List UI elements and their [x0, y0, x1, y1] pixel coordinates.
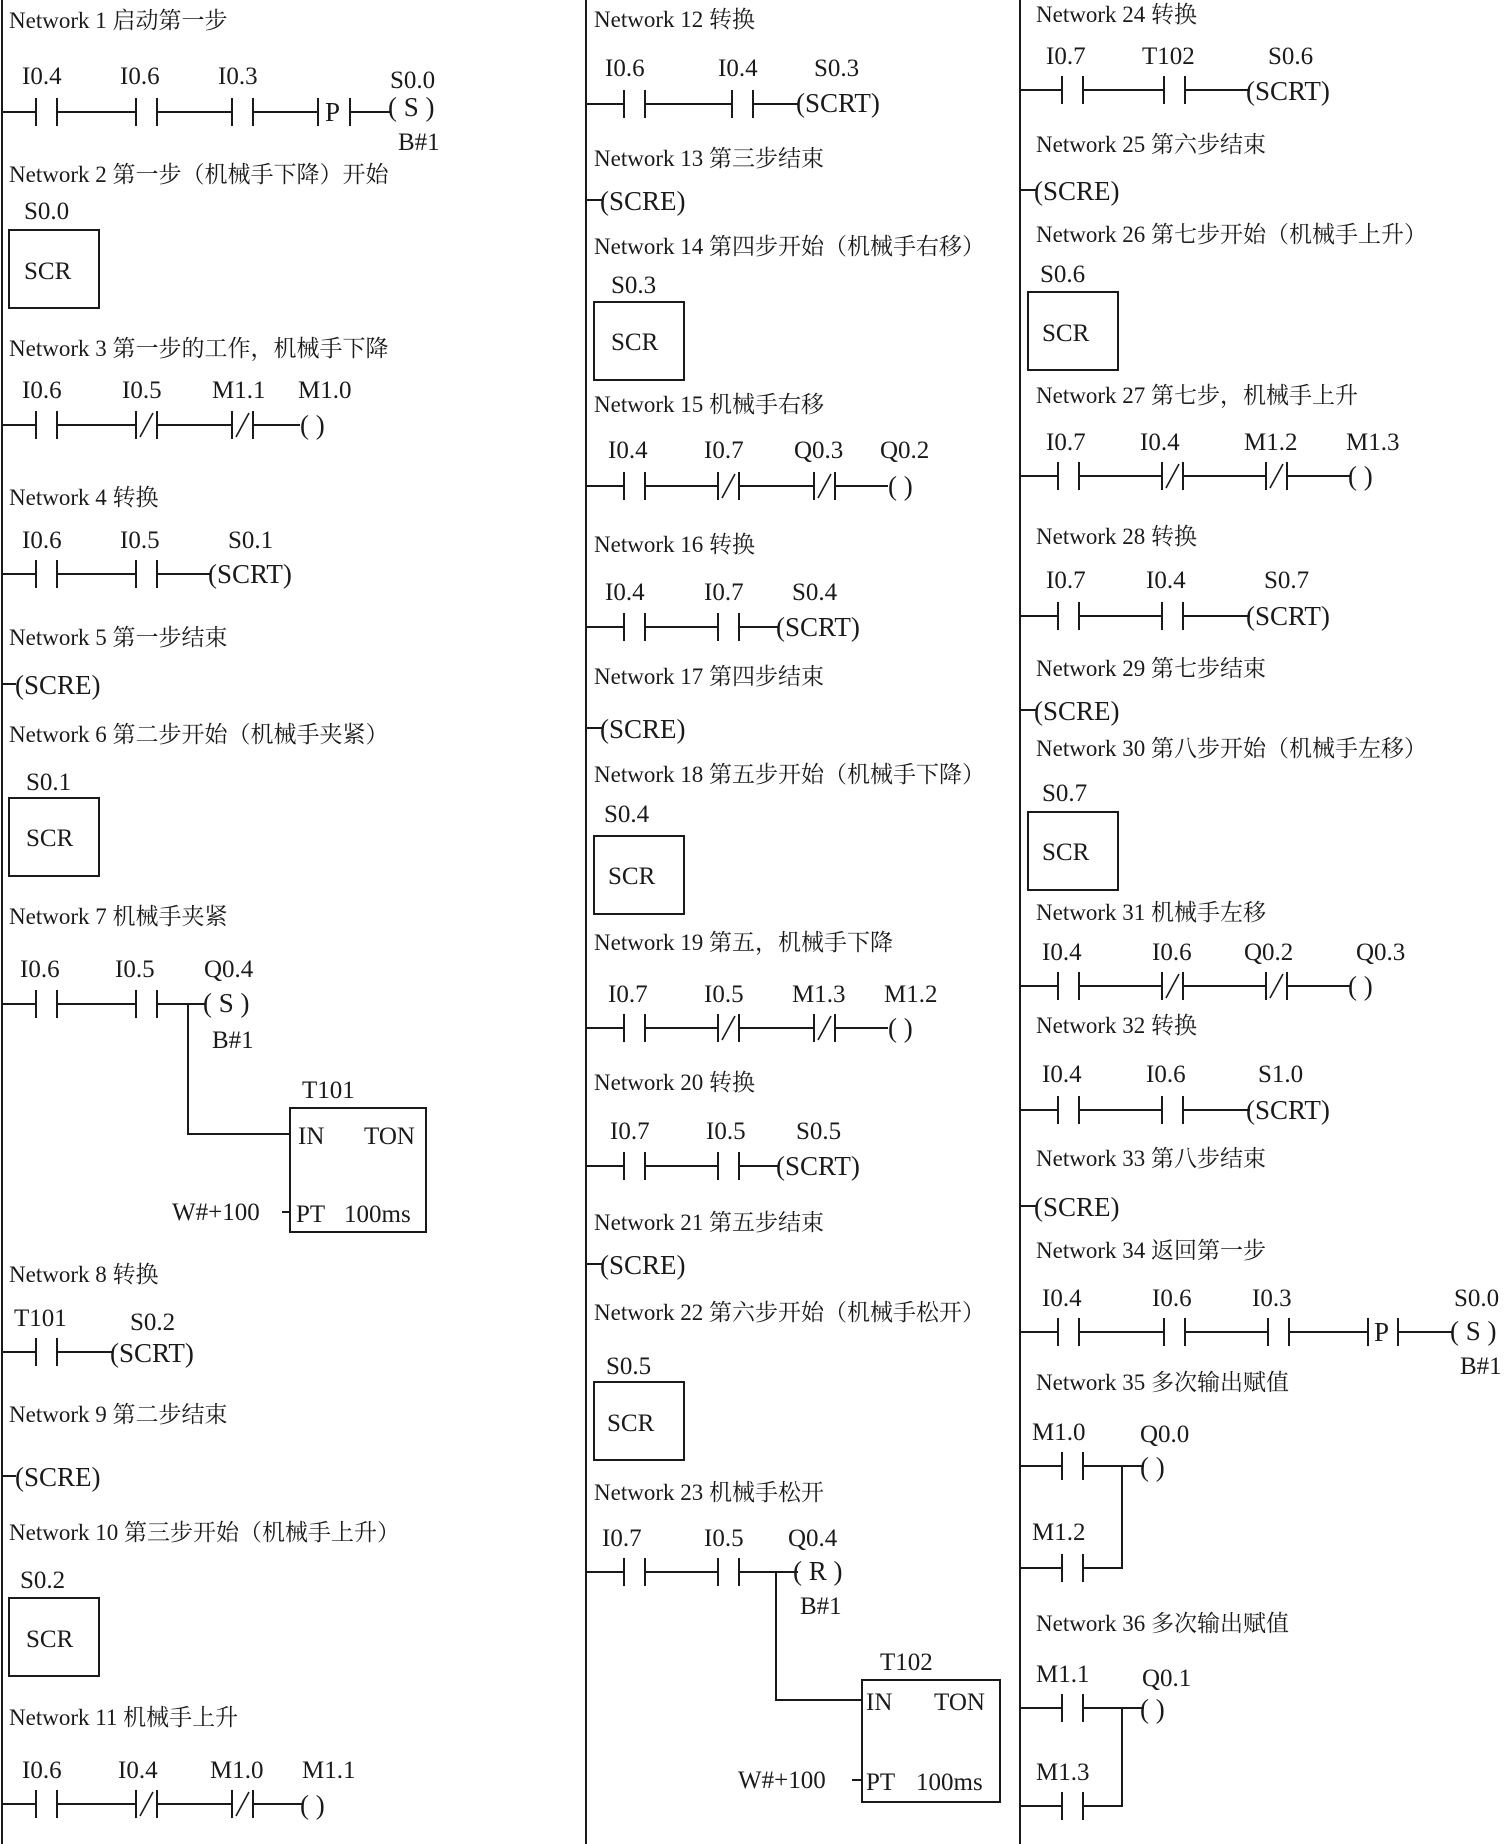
coil-address: S0.7 [1264, 567, 1310, 594]
scr-address: S0.1 [26, 769, 72, 796]
timer-preset: W#+100 [738, 1767, 826, 1794]
contact-label: I0.6 [1146, 1061, 1186, 1088]
contact-label: I0.6 [1152, 1285, 1192, 1312]
contact-label: I0.4 [22, 63, 62, 90]
network-title: Network 33 第八步结束 [1036, 1146, 1266, 1171]
scr-address: S0.2 [20, 1567, 66, 1594]
timer-pt: PT [866, 1769, 896, 1796]
network-title: Network 16 转换 [594, 532, 755, 557]
coil-symbol: (SCRE) [15, 1462, 101, 1492]
scr-label: SCR [26, 825, 74, 852]
network-title: Network 35 多次输出赋值 [1036, 1370, 1289, 1395]
contact-label: I0.4 [118, 1757, 158, 1784]
coil-address: S0.4 [792, 579, 838, 606]
contact-label: M1.2 [1244, 429, 1298, 456]
contact-label: I0.4 [1042, 1285, 1082, 1312]
coil-param: B#1 [398, 129, 440, 156]
coil-symbol: (SCRE) [1034, 1192, 1120, 1222]
coil-symbol: ( ) [1348, 971, 1373, 1001]
scr-address: S0.0 [24, 198, 70, 225]
contact-label: Q0.2 [1244, 939, 1294, 966]
coil-symbol: ( ) [888, 471, 913, 501]
network-title: Network 1 启动第一步 [9, 8, 228, 33]
contact-label: I0.6 [605, 55, 645, 82]
coil-symbol: (SCRT) [776, 612, 860, 642]
network-title: Network 23 机械手松开 [594, 1480, 824, 1505]
coil-symbol: (SCRT) [110, 1338, 194, 1368]
contact-label: M1.2 [1032, 1519, 1086, 1546]
network-title: Network 22 第六步开始（机械手松开） [594, 1300, 985, 1325]
coil-symbol: ( S ) [1450, 1316, 1497, 1346]
contact-label: I0.3 [218, 63, 258, 90]
coil-symbol: ( ) [1140, 1452, 1165, 1482]
coil-symbol: (SCRE) [600, 1250, 686, 1280]
contact-label: I0.5 [120, 527, 160, 554]
timer-base: 100ms [344, 1201, 411, 1228]
scr-label: SCR [1042, 320, 1090, 347]
contact-label: I0.4 [1042, 939, 1082, 966]
coil-address: S0.6 [1268, 43, 1314, 70]
coil-address: Q0.4 [788, 1525, 838, 1552]
network-title: Network 34 返回第一步 [1036, 1238, 1266, 1263]
contact-label: T101 [14, 1305, 67, 1332]
scr-address: S0.6 [1040, 261, 1086, 288]
network-title: Network 32 转换 [1036, 1013, 1197, 1038]
timer-in: IN [866, 1689, 893, 1716]
network-title: Network 10 第三步开始（机械手上升） [9, 1520, 400, 1545]
coil-symbol: (SCRT) [1246, 1095, 1330, 1125]
contact-label: M1.1 [212, 377, 266, 404]
coil-symbol: ( ) [300, 410, 325, 440]
coil-symbol: ( ) [300, 1790, 325, 1820]
timer-name: T102 [880, 1649, 933, 1676]
coil-address: Q0.3 [1356, 939, 1406, 966]
network-title: Network 31 机械手左移 [1036, 900, 1266, 925]
coil-symbol: ( ) [1140, 1694, 1165, 1724]
contact-label: M1.0 [1032, 1419, 1086, 1446]
contact-label: Q0.3 [794, 437, 844, 464]
contact-label: I0.6 [22, 527, 62, 554]
coil-address: S0.2 [130, 1309, 176, 1336]
coil-symbol: (SCRE) [1034, 176, 1120, 206]
contact-label: I0.5 [704, 981, 744, 1008]
network-title: Network 9 第二步结束 [9, 1402, 228, 1427]
network-title: Network 2 第一步（机械手下降）开始 [9, 162, 389, 187]
coil-symbol: ( ) [888, 1013, 913, 1043]
coil-address: M1.1 [302, 1757, 356, 1784]
network-title: Network 13 第三步结束 [594, 146, 824, 171]
contact-label: M1.3 [1036, 1759, 1090, 1786]
network-title: Network 25 第六步结束 [1036, 132, 1266, 157]
timer-type: TON [934, 1689, 985, 1716]
contact-label: I0.7 [704, 579, 744, 606]
coil-address: S0.0 [390, 67, 436, 94]
contact-label: T102 [1142, 43, 1195, 70]
scr-address: S0.5 [606, 1353, 652, 1380]
contact-label: I0.6 [22, 377, 62, 404]
network-title: Network 15 机械手右移 [594, 392, 824, 417]
network-title: Network 26 第七步开始（机械手上升） [1036, 222, 1427, 247]
coil-address: Q0.2 [880, 437, 930, 464]
contact-label: I0.4 [608, 437, 648, 464]
scr-address: S0.7 [1042, 780, 1088, 807]
network-title: Network 4 转换 [9, 485, 159, 510]
network-title: Network 20 转换 [594, 1070, 755, 1095]
contact-label: I0.6 [1152, 939, 1192, 966]
coil-symbol: ( S ) [388, 92, 435, 122]
contact-label: I0.7 [602, 1525, 642, 1552]
coil-address: S0.5 [796, 1118, 842, 1145]
coil-symbol: (SCRT) [776, 1151, 860, 1181]
coil-symbol: (SCRE) [600, 186, 686, 216]
coil-address: M1.2 [884, 981, 938, 1008]
coil-param: B#1 [800, 1593, 842, 1620]
scr-label: SCR [607, 1410, 655, 1437]
coil-symbol: ( ) [1348, 461, 1373, 491]
coil-address: Q0.4 [204, 956, 254, 983]
timer-base: 100ms [916, 1769, 983, 1796]
contact-label: I0.4 [605, 579, 645, 606]
coil-symbol: (SCRT) [1246, 601, 1330, 631]
network-title: Network 7 机械手夹紧 [9, 904, 228, 929]
contact-label: I0.6 [20, 956, 60, 983]
timer-pt: PT [296, 1201, 326, 1228]
network-title: Network 14 第四步开始（机械手右移） [594, 234, 985, 259]
coil-address: S0.1 [228, 527, 274, 554]
contact-label: I0.4 [1042, 1061, 1082, 1088]
contact-label: I0.4 [1140, 429, 1180, 456]
network-title: Network 29 第七步结束 [1036, 656, 1266, 681]
coil-param: B#1 [1460, 1353, 1502, 1380]
coil-symbol: (SCRE) [15, 670, 101, 700]
contact-label: I0.5 [122, 377, 162, 404]
contact-label: I0.7 [608, 981, 648, 1008]
contact-label: I0.5 [115, 956, 155, 983]
scr-address: S0.3 [611, 272, 657, 299]
coil-address: S0.3 [814, 55, 860, 82]
contact-label: I0.3 [1252, 1285, 1292, 1312]
scr-label: SCR [611, 329, 659, 356]
network-title: Network 27 第七步，机械手上升 [1036, 383, 1358, 408]
network-title: Network 5 第一步结束 [9, 625, 228, 650]
edge-symbol: P [1374, 1317, 1390, 1347]
network-title: Network 28 转换 [1036, 524, 1197, 549]
coil-address: M1.3 [1346, 429, 1400, 456]
network-title: Network 11 机械手上升 [9, 1705, 239, 1730]
coil-symbol: (SCRT) [796, 88, 880, 118]
coil-address: M1.0 [298, 377, 352, 404]
coil-symbol: (SCRT) [1246, 76, 1330, 106]
coil-symbol: (SCRE) [1034, 696, 1120, 726]
contact-label: I0.5 [704, 1525, 744, 1552]
network-title: Network 8 转换 [9, 1262, 159, 1287]
timer-preset: W#+100 [172, 1199, 260, 1226]
coil-address: S0.0 [1454, 1285, 1500, 1312]
timer-in: IN [298, 1123, 325, 1150]
contact-label: I0.4 [1146, 567, 1186, 594]
contact-label: I0.6 [120, 63, 160, 90]
scr-label: SCR [1042, 839, 1090, 866]
scr-label: SCR [608, 863, 656, 890]
contact-label: M1.3 [792, 981, 846, 1008]
contact-label: I0.7 [610, 1118, 650, 1145]
scr-address: S0.4 [604, 801, 650, 828]
network-title: Network 19 第五，机械手下降 [594, 930, 893, 955]
scr-label: SCR [24, 258, 72, 285]
timer-type: TON [364, 1123, 415, 1150]
coil-address: Q0.1 [1142, 1665, 1192, 1692]
contact-label: I0.7 [1046, 567, 1086, 594]
network-title: Network 18 第五步开始（机械手下降） [594, 762, 985, 787]
network-title: Network 24 转换 [1036, 2, 1197, 27]
coil-symbol: ( S ) [203, 988, 250, 1018]
contact-label: I0.4 [718, 55, 758, 82]
contact-label: I0.5 [706, 1118, 746, 1145]
coil-param: B#1 [212, 1027, 254, 1054]
contact-label: I0.7 [704, 437, 744, 464]
contact-label: I0.7 [1046, 43, 1086, 70]
coil-address: S1.0 [1258, 1061, 1304, 1088]
coil-symbol: (SCRT) [208, 559, 292, 589]
contact-label: I0.7 [1046, 429, 1086, 456]
scr-label: SCR [26, 1626, 74, 1653]
coil-address: Q0.0 [1140, 1421, 1190, 1448]
edge-symbol: P [325, 97, 341, 127]
network-title: Network 30 第八步开始（机械手左移） [1036, 736, 1427, 761]
contact-label: M1.0 [210, 1757, 264, 1784]
contact-label: M1.1 [1036, 1661, 1090, 1688]
timer-name: T101 [302, 1077, 355, 1104]
coil-symbol: ( R ) [793, 1556, 843, 1586]
network-title: Network 3 第一步的工作，机械手下降 [9, 336, 389, 361]
contact-label: I0.6 [22, 1757, 62, 1784]
coil-symbol: (SCRE) [600, 714, 686, 744]
network-title: Network 17 第四步结束 [594, 664, 824, 689]
network-title: Network 36 多次输出赋值 [1036, 1611, 1289, 1636]
network-title: Network 21 第五步结束 [594, 1210, 824, 1235]
network-title: Network 6 第二步开始（机械手夹紧） [9, 722, 389, 747]
network-title: Network 12 转换 [594, 7, 755, 32]
